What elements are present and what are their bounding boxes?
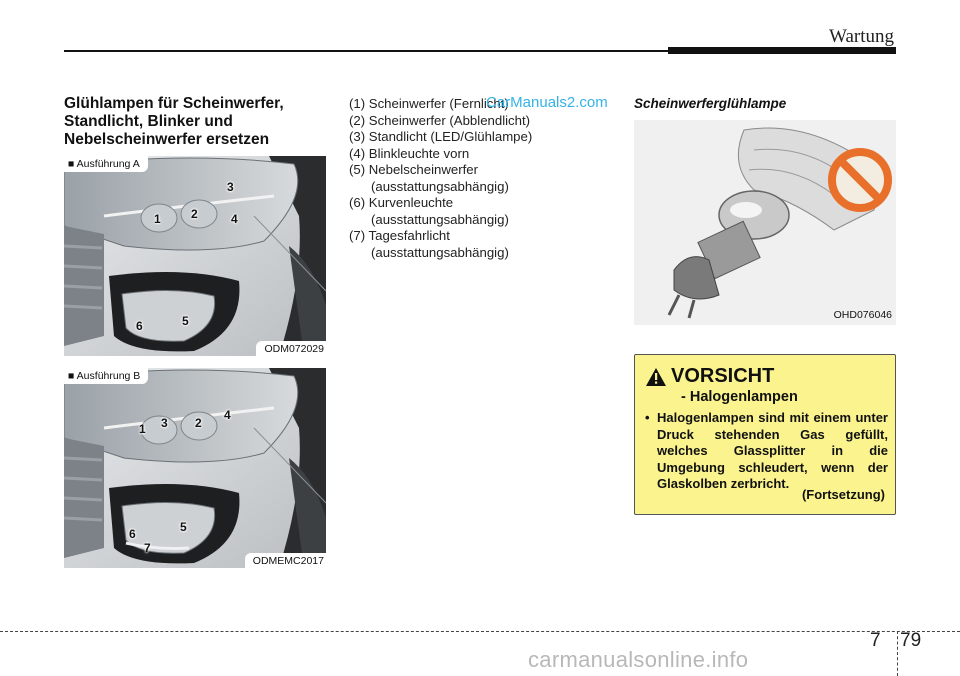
variant-b-label: ■ Ausführung B (64, 368, 148, 384)
figure-a-code: ODM072029 (256, 341, 326, 356)
list-item: (1) Scheinwerfer (Fernlicht) (349, 96, 509, 111)
chapter-number: 7 (870, 630, 881, 651)
heading-line-1: Glühlampen für Scheinwerfer, (64, 95, 284, 112)
list-item: (7) Tagesfahrlicht (349, 228, 450, 243)
header-bar (668, 47, 896, 54)
callout-a-5: 5 (182, 314, 189, 328)
list-item-continuation: (ausstattungsabhängig) (371, 244, 509, 260)
section-title: Wartung (829, 26, 894, 47)
figure-variant-a (64, 156, 326, 356)
page-number: 79 (900, 630, 922, 651)
page-heading (64, 95, 334, 149)
heading-line-3: Nebelscheinwerfer ersetzen (64, 131, 270, 148)
footer-watermark: carmanualsonline.info (528, 647, 749, 672)
variant-a-label: ■ Ausführung A (64, 156, 148, 172)
parts-list (349, 96, 619, 261)
caution-text (645, 410, 888, 493)
bulb-illustration (634, 120, 896, 325)
footer-rule (0, 631, 960, 632)
caution-continuation: (Fortsetzung) (801, 487, 885, 502)
figure-variant-b (64, 368, 326, 568)
list-item-continuation: (ausstattungsabhängig) (371, 211, 509, 227)
list-item: (4) Blinkleuchte vorn (349, 145, 470, 161)
headlight-illustration-b (64, 368, 326, 568)
list-item-continuation: (ausstattungsabhängig) (371, 178, 509, 194)
figure-b-code: ODMEMC2017 (245, 553, 326, 568)
bullet-mark: • (645, 410, 650, 425)
bulb-section-title: Scheinwerferglühlampe (634, 96, 787, 111)
list-item: (6) Kurvenleuchte (349, 195, 454, 210)
caution-body: Halogenlampen sind mit einem unter Druck stehenden Gas gefüllt, welches Glassplitter in die Umgebung schleudert, wenn der Glaskolben zerbricht. (657, 410, 888, 491)
list-item: (5) Nebelscheinwerfer (349, 162, 478, 177)
bulb-photo-code: OHD076046 (833, 309, 892, 321)
callout-b-3: 3 (161, 416, 168, 430)
callout-b-6: 6 (129, 527, 136, 541)
callout-b-1: 1 (139, 422, 146, 436)
callout-b-2: 2 (195, 416, 202, 430)
callout-a-4: 4 (231, 212, 238, 226)
caution-title: VORSICHT (671, 365, 775, 387)
caution-subtitle: - Halogenlampen (681, 389, 798, 405)
callout-b-4: 4 (224, 408, 231, 422)
bulb-photo (634, 120, 896, 325)
list-item: (2) Scheinwerfer (Abblendlicht) (349, 112, 531, 128)
callout-a-1: 1 (154, 212, 161, 226)
callout-b-5: 5 (180, 520, 187, 534)
warning-triangle-icon (645, 367, 667, 387)
list-item: (3) Standlicht (LED/Glühlampe) (349, 129, 533, 144)
watermark-overlay: CarManuals2.com (486, 94, 608, 111)
caution-box (634, 354, 896, 515)
callout-a-6: 6 (136, 319, 143, 333)
heading-line-2: Standlicht, Blinker und (64, 113, 233, 130)
callout-b-7: 7 (144, 541, 151, 555)
footer-divider (897, 631, 898, 676)
callout-a-2: 2 (191, 207, 198, 221)
headlight-illustration-a (64, 156, 326, 356)
callout-a-3: 3 (227, 180, 234, 194)
